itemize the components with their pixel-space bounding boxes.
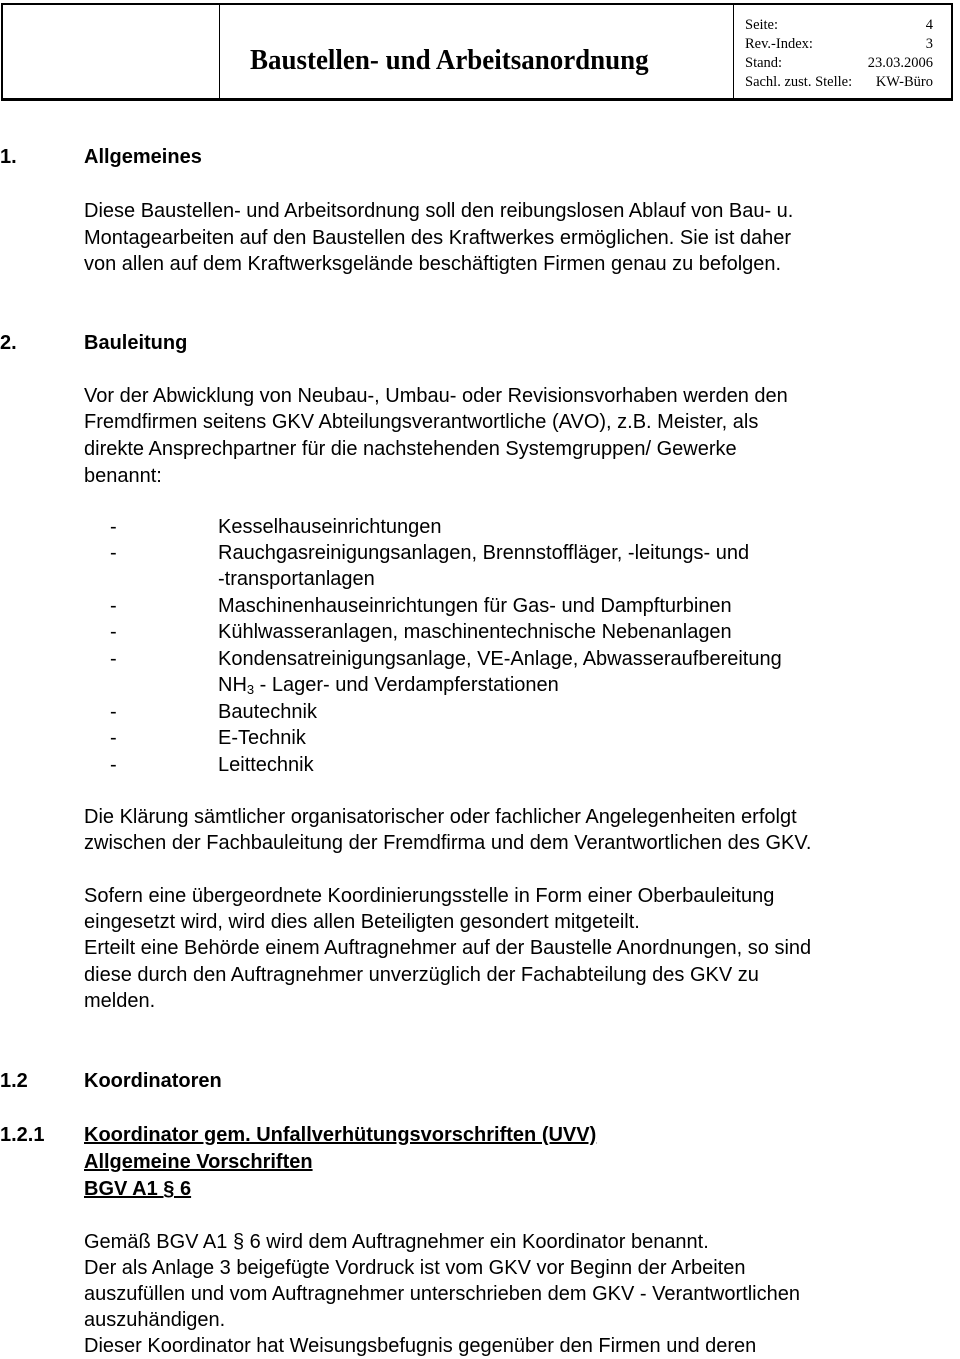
- list-item: Leittechnik: [218, 754, 314, 776]
- list-item: Kühlwasseranlagen, maschinentechnische Nebenanlagen: [218, 621, 732, 643]
- section-heading: Bauleitung: [84, 332, 188, 354]
- section-number: 1.2: [0, 1070, 28, 1092]
- text-line: Diese Baustellen- und Arbeitsordnung soll den reibungslosen Ablauf von Bau- u.: [84, 200, 794, 222]
- list-item: Rauchgasreinigungsanlagen, Brennstoffläger, -leitungs- und: [218, 542, 750, 564]
- list-item: Bautechnik: [218, 701, 317, 723]
- text-line: benannt:: [84, 465, 162, 487]
- meta-value: 3: [925, 36, 933, 52]
- divider: [219, 5, 220, 98]
- text-line: Dieser Koordinator hat Weisungsbefugnis gegenüber den Firmen und deren: [84, 1335, 757, 1357]
- text-line: zwischen der Fachbauleitung der Fremdfirma und dem Verantwortlichen des GKV.: [84, 832, 812, 854]
- list-item: [218, 672, 559, 698]
- list-dash: -: [110, 542, 117, 564]
- section-subheading: Allgemeine Vorschriften: [84, 1151, 313, 1173]
- section-subheading: BGV A1 § 6: [84, 1178, 192, 1200]
- list-dash: -: [110, 516, 117, 538]
- text-line: auszufüllen und vom Auftragnehmer unterschrieben dem GKV - Verantwortlichen: [84, 1283, 800, 1305]
- list-dash: -: [110, 754, 117, 776]
- list-dash: -: [110, 621, 117, 643]
- meta-label: Stand:: [745, 55, 783, 71]
- meta-label: Rev.-Index:: [745, 36, 813, 52]
- document-title: Baustellen- und Arbeitsanordnung: [250, 44, 649, 76]
- text-line: direkte Ansprechpartner für die nachstehenden Systemgruppen/ Gewerke: [84, 438, 737, 460]
- text-line: Die Klärung sämtlicher organisatorischer oder fachlicher Angelegenheiten erfolgt: [84, 806, 797, 828]
- meta-value: 4: [925, 17, 933, 33]
- text-line: Fremdfirmen seitens GKV Abteilungsverantwortliche (AVO), z.B. Meister, als: [84, 411, 759, 433]
- list-item-text: - Lager- und Verdampferstationen: [254, 674, 559, 696]
- list-dash: -: [110, 727, 117, 749]
- section-heading: Koordinator gem. Unfallverhütungsvorschriften (UVV): [84, 1124, 597, 1146]
- list-item: Maschinenhauseinrichtungen für Gas- und Dampfturbinen: [218, 595, 732, 617]
- subscript: 3: [246, 682, 255, 697]
- meta-value: 23.03.2006: [867, 55, 933, 71]
- list-dash: -: [110, 595, 117, 617]
- meta-label: Sachl. zust. Stelle:: [745, 74, 853, 90]
- text-line: Gemäß BGV A1 § 6 wird dem Auftragnehmer ein Koordinator benannt.: [84, 1231, 709, 1253]
- divider: [733, 5, 734, 98]
- text-line: melden.: [84, 990, 156, 1012]
- text-line: diese durch den Auftragnehmer unverzüglich der Fachabteilung des GKV zu: [84, 964, 759, 986]
- text-line: Montagearbeiten auf den Baustellen des Kraftwerkes ermöglichen. Sie ist daher: [84, 227, 792, 249]
- section-heading: Allgemeines: [84, 146, 202, 168]
- list-item: Kesselhauseinrichtungen: [218, 516, 442, 538]
- list-item: -transportanlagen: [218, 568, 375, 590]
- text-line: Erteilt eine Behörde einem Auftragnehmer auf der Baustelle Anordnungen, so sind: [84, 937, 812, 959]
- header-meta: [745, 16, 933, 92]
- text-line: eingesetzt wird, wird dies allen Beteiligten gesondert mitgeteilt.: [84, 911, 640, 933]
- meta-label: Seite:: [745, 17, 779, 33]
- text-line: Der als Anlage 3 beigefügte Vordruck ist vom GKV vor Beginn der Arbeiten: [84, 1257, 746, 1279]
- text-line: Sofern eine übergeordnete Koordinierungsstelle in Form einer Oberbauleitung: [84, 885, 775, 907]
- section-number: 2.: [0, 332, 17, 354]
- text-line: auszuhändigen.: [84, 1309, 226, 1331]
- list-dash: -: [110, 648, 117, 670]
- nh3-text: NH: [218, 674, 247, 696]
- section-number: 1.: [0, 146, 17, 168]
- section-number: 1.2.1: [0, 1124, 45, 1146]
- list-dash: -: [110, 701, 117, 723]
- text-line: Vor der Abwicklung von Neubau-, Umbau- oder Revisionsvorhaben werden den: [84, 385, 788, 407]
- section-heading: Koordinatoren: [84, 1070, 222, 1092]
- meta-value: KW-Büro: [875, 74, 933, 90]
- text-line: von allen auf dem Kraftwerksgelände beschäftigten Firmen genau zu befolgen.: [84, 253, 782, 275]
- list-item: E-Technik: [218, 727, 306, 749]
- list-item: Kondensatreinigungsanlage, VE-Anlage, Abwasseraufbereitung: [218, 648, 782, 670]
